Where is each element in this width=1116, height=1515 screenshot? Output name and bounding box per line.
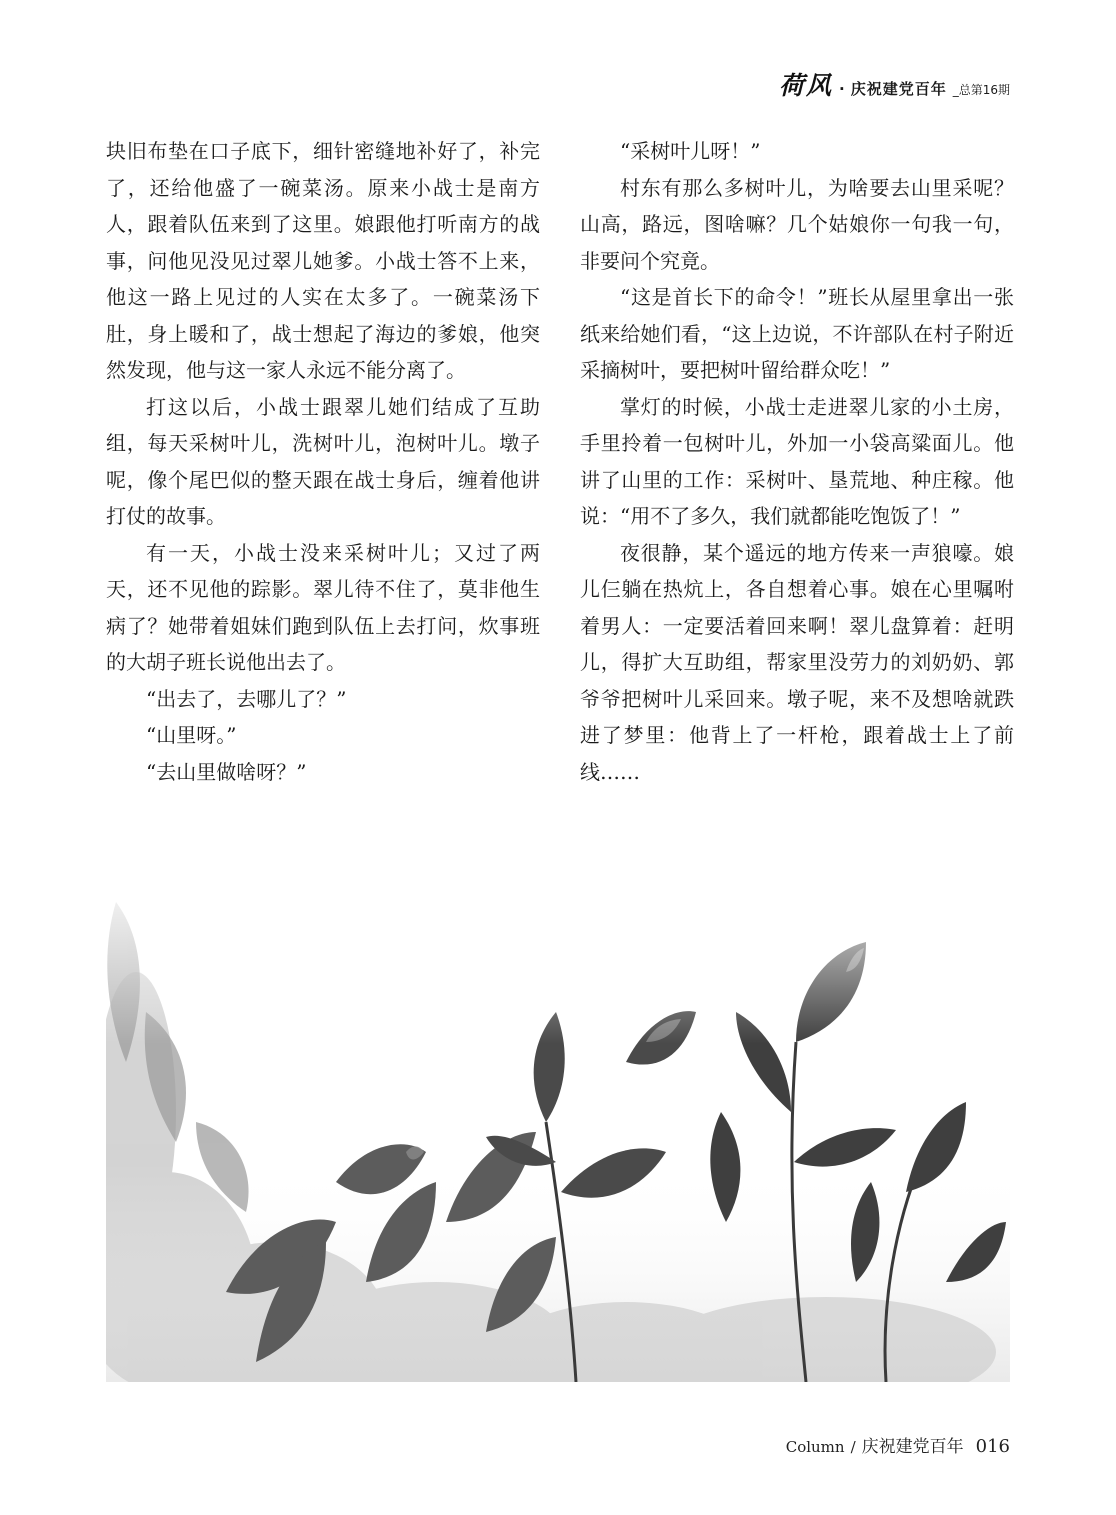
dialogue-line: “山里呀。”: [146, 723, 237, 747]
header-section-title: 庆祝建党百年: [850, 80, 947, 98]
paragraph: 村东有那么多树叶儿，为啥要去山里采呢？山高，路远，图啥嘛？几个姑娘你一句我一句，非要问个究竟。: [580, 175, 1014, 273]
dialogue-line: “采树叶儿呀！”: [620, 139, 761, 163]
paragraph: 块旧布垫在口子底下，细针密缝地补好了，补完了，还给他盛了一碗菜汤。原来小战士是南方人，跟着队伍来到了这里。娘跟他打听南方的战事，问他见没见过翠儿她爹。小战士答不上来，他这一路上见过的人实在太多了。一碗菜汤下肚，身上暖和了，战士想起了海边的爹娘，他突然发现，他与这一家人永远不能分离了。: [106, 139, 540, 382]
paragraph: 打这以后，小战士跟翠儿她们结成了互助组，每天采树叶儿，洗树叶儿，泡树叶儿。墩子呢，像个尾巴似的整天跟在战士身后，缠着他讲打仗的故事。: [106, 394, 540, 528]
footer-column-name: 庆祝建党百年: [861, 1437, 964, 1457]
left-column: [106, 133, 540, 790]
header-issue-number: _总第16期: [952, 83, 1010, 97]
page-header: [778, 66, 1010, 100]
paragraph: “这是首长下的命令！”班长从屋里拿出一张纸来给她们看，“这上边说，不许部队在村子附近采摘树叶，要把树叶留给群众吃！”: [580, 285, 1014, 382]
dialogue-line: “去山里做啥呀？”: [146, 759, 307, 784]
footer-separator: /: [850, 1438, 856, 1456]
page-number: 016: [975, 1436, 1010, 1457]
paragraph: 有一天，小战士没来采树叶儿；又过了两天，还不见他的踪影。翠儿待不住了，莫非他生病了？她带着姐妹们跑到队伍上去打问，炊事班的大胡子班长说他出去了。: [106, 540, 540, 674]
paragraph: 掌灯的时候，小战士走进翠儿家的小土房，手里拎着一包树叶儿，外加一小袋高粱面儿。他讲了山里的工作：采树叶、垦荒地、种庄稼。他说：“用不了多久，我们就都能吃饱饭了！”: [580, 394, 1014, 528]
dialogue-line: “出去了，去哪儿了？”: [146, 686, 347, 711]
tea-leaves-photo: [106, 862, 1010, 1382]
paragraph: 夜很静，某个遥远的地方传来一声狼嚎。娘儿仨躺在热炕上，各自想着心事。娘在心里嘱咐着男人：一定要活着回来啊！翠儿盘算着：赶明儿，得扩大互助组，帮家里没劳力的刘奶奶、郭爷爷把树叶儿采回来。墩子呢，来不及想啥就跌进了梦里：他背上了一杆枪，跟着战士上了前线……: [580, 540, 1014, 784]
header-dot: ·: [839, 80, 845, 98]
right-column: [580, 133, 1014, 790]
page-footer: [786, 1432, 1010, 1457]
magazine-logo: 荷风: [778, 71, 833, 100]
footer-column-word: Column: [785, 1438, 845, 1456]
